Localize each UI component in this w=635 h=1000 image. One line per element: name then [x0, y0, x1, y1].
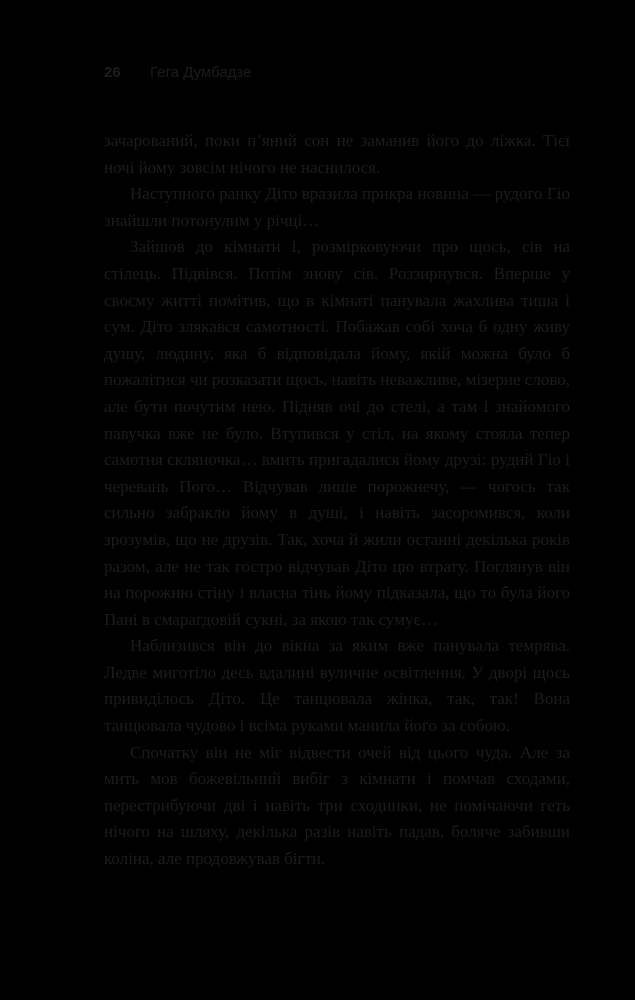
running-head — [104, 64, 251, 88]
running-head-author: Гега Думбадзе — [150, 64, 252, 81]
page-number: 26 — [104, 64, 121, 81]
paragraph: Зайшов до кімнати і, розмірковуючи про щось, сів на стілець. Підвівся. Потім знову сів. Роззирнувся. Вперше у своєму житті помітив, що в кімнаті панувала жахлива тиша і сум. Діто злякався самотності. Побажав собі хоча б одну живу душу, людину, яка б відповідала йому, якій можна було б пожалітися чи розказати щось, навіть неважливе, мізерне слово, але бути почутим нею. Підняв очі до стелі, а там і знайомого павучка вже не було. Втупився у стіл, на якому стояла тепер самотня скляночка… вмить пригадалися йому друзі: рудий Гіо і черевань Пого… Відчував лише порожнечу, — чогось так сильно забракло йому в душі, і навіть засоромився, коли зрозумів, що не друзів. Так, хоча й жили останні декілька років разом, але не так гостро відчував Діто цю втрату. Поглянув він на порожню стіну і власна тінь йому підказала, що то була його Пані в смарагдовій сукні, за якою так сумує… — [104, 237, 570, 629]
body-text — [104, 128, 570, 873]
paragraph: Наблизився він до вікна за яким вже панувала темрява. Ледве миготіло десь вдалині вуличне освітлення. У дворі щось привиділось Діто. Це танцювала жінка, так, так! Вона танцювала чудово і всіма руками манила його за собою. — [104, 636, 570, 736]
paragraph: Наступного ранку Діто вразила прикра новина — рудого Гіо знайшли потонулим у річці… — [104, 184, 570, 230]
paragraph: зачарований, поки п’яний сон не заманив його до ліжка. Тієї ночі йому зовсім нічого не наснилося. — [104, 131, 570, 177]
paragraph: Спочатку він не міг відвести очей від цього чуда. Але за мить мов божевільний вибіг з кімнати і помчав сходами, перестрибуючи дві і навіть три сходинки, не помічаючи геть нічого на шляху, декілька разів навіть падав, боляче забивши коліна, але продовжував бігти. — [104, 742, 570, 869]
